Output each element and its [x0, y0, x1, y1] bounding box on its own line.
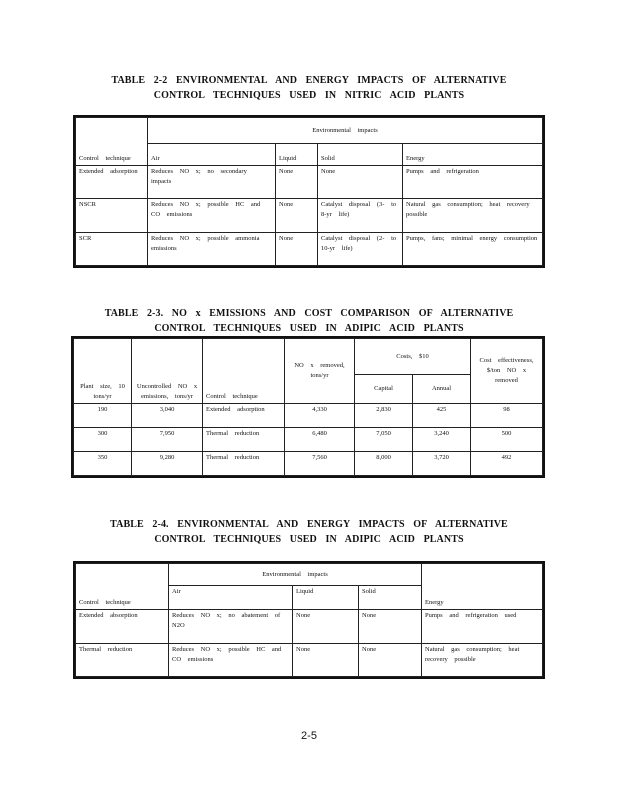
table-row [76, 199, 543, 232]
cell: Reduces NO x; possible ammonia emissions [148, 232, 276, 265]
cell: Catalyst disposal (2- to 10-yr life) [318, 232, 403, 265]
cell: 98 [471, 404, 543, 428]
cell: 3,240 [413, 428, 471, 452]
cell: 190 [74, 404, 132, 428]
cell: None [293, 643, 359, 677]
header-annual: Annual [413, 375, 471, 404]
cell: None [276, 199, 318, 232]
cell: 8,000 [355, 452, 413, 476]
cell: None [359, 643, 422, 677]
cell: Pumps and refrigeration [403, 166, 543, 199]
cell: 3,040 [132, 404, 203, 428]
cell: 6,480 [285, 428, 355, 452]
table-2-3 [71, 336, 545, 478]
table-2-3-title-line2: CONTROL TECHNIQUES USED IN ADIPIC ACID PLANTS [154, 323, 464, 334]
cell: Reduces NO x; no secondary impacts [148, 166, 276, 199]
cell: Pumps, fans; minimal energy consumption [403, 232, 543, 265]
cell: None [276, 232, 318, 265]
table-row [76, 232, 543, 265]
header-solid: Solid [318, 144, 403, 166]
header-nox-removed: NO x removed, tons/yr [285, 339, 355, 404]
header-energy: Energy [422, 564, 543, 610]
header-air: Air [169, 586, 293, 610]
cell: 7,950 [132, 428, 203, 452]
cell: 9,280 [132, 452, 203, 476]
table-2-4-title-line2: CONTROL TECHNIQUES USED IN ADIPIC ACID PLANTS [154, 534, 464, 545]
cell: Thermal reduction [203, 452, 285, 476]
header-energy: Energy [403, 144, 543, 166]
cell: 500 [471, 428, 543, 452]
header-control-technique: Control technique [76, 118, 148, 166]
cell: 492 [471, 452, 543, 476]
cell: 4,330 [285, 404, 355, 428]
header-control-technique: Control technique [76, 564, 169, 610]
cell: Reduces NO x; no abatement of N2O [169, 610, 293, 644]
table-row [76, 610, 543, 644]
table-row [74, 452, 543, 476]
cell: 425 [413, 404, 471, 428]
table-row [76, 643, 543, 677]
cell: 7,050 [355, 428, 413, 452]
table-2-4 [73, 561, 545, 679]
cell: None [276, 166, 318, 199]
cell: Reduces NO x; possible HC and CO emissions [148, 199, 276, 232]
header-liquid: Liquid [276, 144, 318, 166]
header-cost-effectiveness: Cost effectiveness, $/ton NO x removed [471, 339, 543, 404]
cell: Extended adsorption [76, 166, 148, 199]
header-environmental-impacts: Environmental impacts [169, 564, 422, 586]
cell: 300 [74, 428, 132, 452]
cell: 2,830 [355, 404, 413, 428]
header-control-technique: Control technique [203, 339, 285, 404]
header-capital: Capital [355, 375, 413, 404]
header-uncontrolled: Uncontrolled NO x emissions, tons/yr [132, 339, 203, 404]
cell: Reduces NO x; possible HC and CO emissions [169, 643, 293, 677]
cell: NSCR [76, 199, 148, 232]
table-2-2-title-line1: TABLE 2-2 ENVIRONMENTAL AND ENERGY IMPACTS OF ALTERNATIVE [111, 75, 507, 86]
header-environmental-impacts: Environmental impacts [148, 118, 543, 144]
cell: 3,720 [413, 452, 471, 476]
cell: Extended adsorption [203, 404, 285, 428]
table-2-3-title-line1: TABLE 2-3. NO x EMISSIONS AND COST COMPARISON OF ALTERNATIVE [104, 308, 514, 319]
cell: Natural gas consumption; heat recovery possible [422, 643, 543, 677]
header-liquid: Liquid [293, 586, 359, 610]
header-solid: Solid [359, 586, 422, 610]
cell: Catalyst disposal (3- to 8-yr life) [318, 199, 403, 232]
cell: 7,560 [285, 452, 355, 476]
cell: None [318, 166, 403, 199]
cell: SCR [76, 232, 148, 265]
table-row [74, 428, 543, 452]
header-air: Air [148, 144, 276, 166]
table-2-2 [73, 115, 545, 268]
cell: Pumps and refrigeration used [422, 610, 543, 644]
cell: Extended absorption [76, 610, 169, 644]
cell: Thermal reduction [203, 428, 285, 452]
table-row [76, 166, 543, 199]
table-row [74, 404, 543, 428]
header-costs: Costs, $10 [355, 339, 471, 375]
cell: Thermal reduction [76, 643, 169, 677]
table-2-4-title-line1: TABLE 2-4. ENVIRONMENTAL AND ENERGY IMPACTS OF ALTERNATIVE [110, 519, 508, 530]
cell: None [359, 610, 422, 644]
cell: 350 [74, 452, 132, 476]
cell: Natural gas consumption; heat recovery possible [403, 199, 543, 232]
cell: None [293, 610, 359, 644]
table-2-2-title-line2: CONTROL TECHNIQUES USED IN NITRIC ACID PLANTS [153, 90, 465, 101]
header-plant-size: Plant size, 10 tons/yr [74, 339, 132, 404]
page-number: 2-5 [301, 730, 317, 742]
